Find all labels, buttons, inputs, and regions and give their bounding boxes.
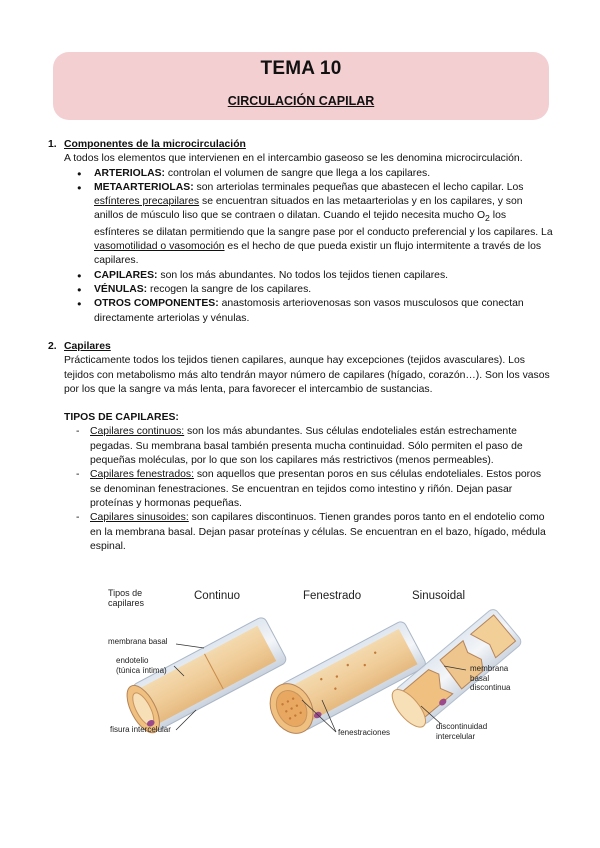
list-item-venulas: ● VÉNULAS: recogen la sangre de los capilares. <box>94 283 554 297</box>
section-1-intro: A todos los elementos que intervienen en el intercambio gaseoso se les denomina microcirculación. <box>64 153 523 165</box>
list-item-otros: ● OTROS COMPONENTES: anastomosis arteriovenosas son vasos musculosos que conectan directamente arteriolas y vénulas. <box>94 297 554 326</box>
type-item-fenestrados: - Capilares fenestrados: son aquellos que presentan poros en sus células endoteliales. Estos poros se denominan fenestraciones. Se encuentran en tejidos como intestino y riñón. Dejan pasar proteínas y hormonas pequeñas. <box>90 468 554 511</box>
components-list <box>48 167 554 326</box>
type-item-continuos: - Capilares continuos: son los más abundantes. Sus células endoteliales están estrechamente pegadas. Su membrana basal también presenta mucha continuidad. Sólo permiten el paso de pequeñas moléculas, por lo que son los capilares más restrictivos (menos permeables). <box>90 425 554 468</box>
continuous-capillary <box>120 616 287 738</box>
figure-row-label: Tipos de capilares <box>108 588 145 608</box>
label-discontinuidad: discontinuidad intercelular <box>436 722 488 741</box>
section-title: Componentes de la microcirculación <box>64 139 246 150</box>
page-title: TEMA 10 <box>260 58 342 79</box>
list-item-capilares: ● CAPILARES: son los más abundantes. No todos los tejidos tienen capilares. <box>94 269 554 283</box>
document-body <box>48 138 554 554</box>
section-1-heading <box>48 138 554 152</box>
section-title: Capilares <box>64 340 111 352</box>
col-fenestrado: Fenestrado <box>303 590 362 602</box>
capillary-types-figure <box>96 588 536 756</box>
page-subtitle: CIRCULACIÓN CAPILAR <box>227 94 375 108</box>
section-2-intro: Prácticamente todos los tejidos tienen capilares, aunque hay excepciones (tejidos avasculares). Los tejidos con metabolismo más alto tendrán mayor número de capilares (hígado, corazón…). Son los vasos por los que la sangre va más lenta, para favorecer el intercambio de sustancias. <box>64 355 550 395</box>
label-fenestraciones: fenestraciones <box>338 728 391 737</box>
col-sinusoidal: Sinusoidal <box>412 590 466 602</box>
label-membrana-discontinua: membrana basal discontinua <box>470 664 511 692</box>
title-banner <box>53 52 549 120</box>
types-heading: TIPOS DE CAPILARES: <box>64 412 179 424</box>
col-continuo: Continuo <box>194 590 241 602</box>
section-2-heading <box>48 340 554 354</box>
label-fisura: fisura intercelular <box>110 725 171 734</box>
type-item-sinusoides: - Capilares sinusoides: son capilares discontinuos. Tienen grandes poros tanto en el endotelio como en la membrana basal. Dejan pasar proteínas y células. Se encuentran en el bazo, hígado, médula espinal. <box>90 511 554 554</box>
list-item-arteriolas: ● ARTERIOLAS: controlan el volumen de sangre que llega a los capilares. <box>94 167 554 181</box>
term-esfinteres: esfínteres precapilares <box>94 196 200 208</box>
term-vasomotilidad: vasomotilidad o vasomoción <box>94 241 225 253</box>
list-item-metaarteriolas: ● METAARTERIOLAS: son arteriolas terminales pequeñas que abastecen el lecho capilar. Los esfínteres precapilares se encuentran situados en las metaarteriolas y en los capilares, y son anillos de músculo liso que se contraen o dilatan. Cuando el tejido necesita mucho $O_2$ los esfínteres se dilatan permitiendo que la sangre pase por el conducto preferencial y los capilares. La vasomotilidad o vasomoción es el hecho de que pueda existir un flujo intermitente a través de los capilares. <box>94 181 554 269</box>
types-list <box>48 425 554 554</box>
section-number: 2. <box>48 340 57 352</box>
label-endotelio: endotelio (túnica íntima) <box>116 656 167 675</box>
section-number: 1. <box>48 139 57 150</box>
label-membrana-basal: membrana basal <box>108 637 168 646</box>
fenestrated-capillary <box>262 620 428 741</box>
